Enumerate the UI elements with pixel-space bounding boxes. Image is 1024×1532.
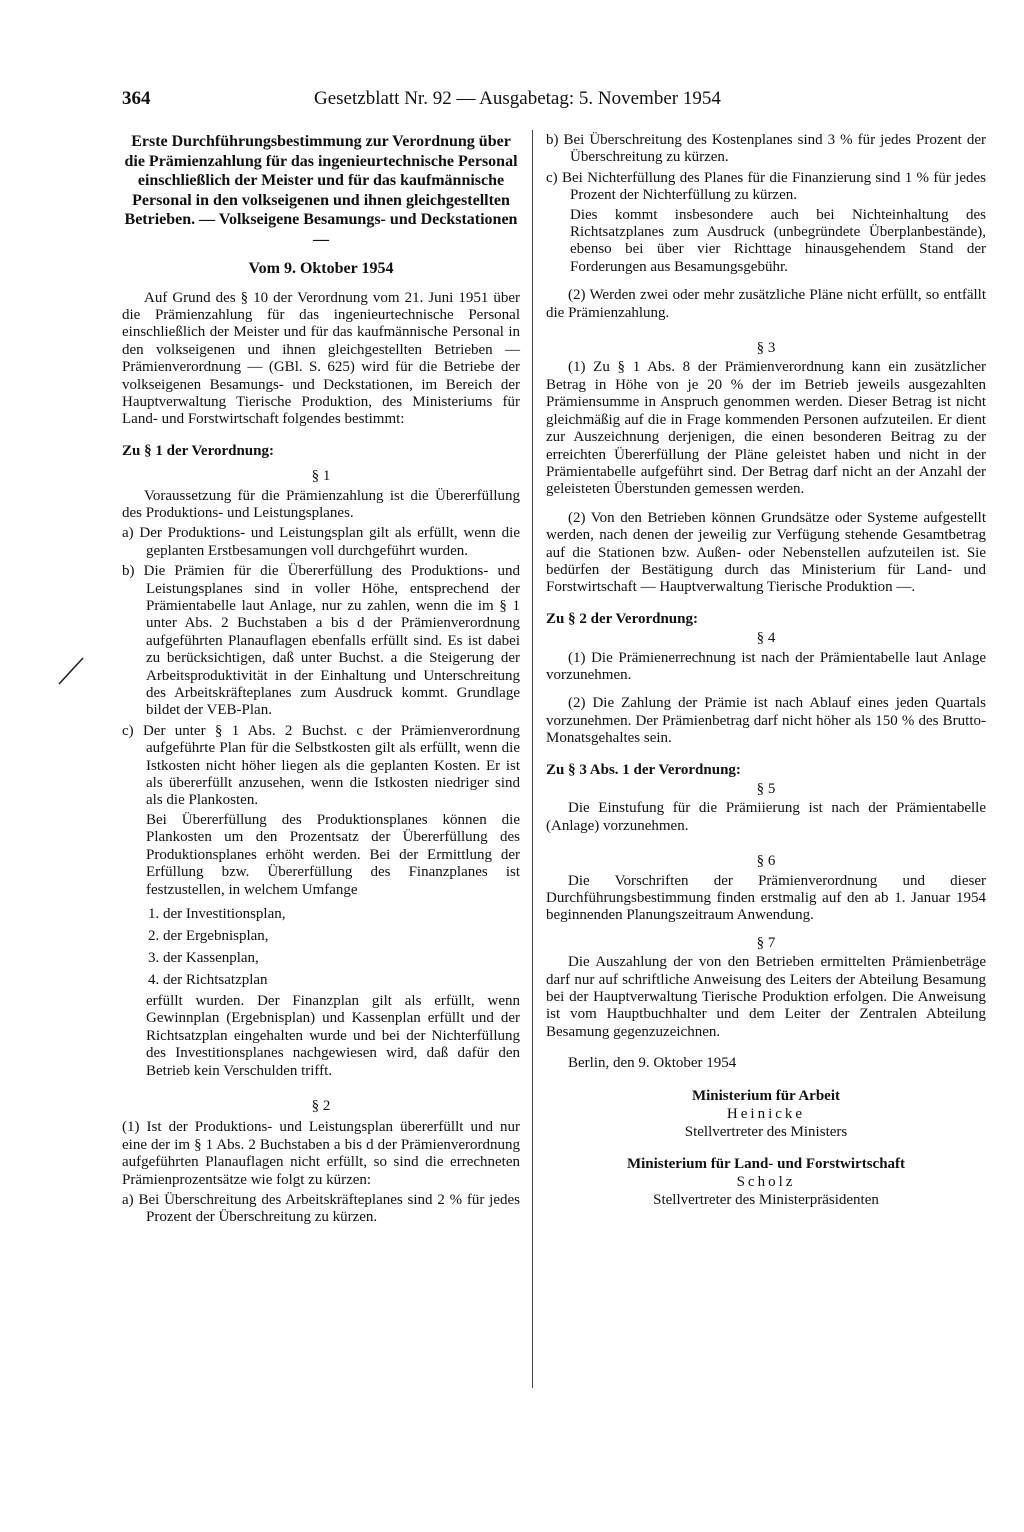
signature-block-agriculture (546, 1155, 986, 1209)
section-1-item-a: a) Der Produktions- und Leistungsplan gilt als erfüllt, wenn die geplanten Erstbesamungen voll durchgeführt wurden. (122, 525, 520, 559)
section-1-text: Voraussetzung für die Prämienzahlung ist die Übererfüllung des Produktions- und Leistungsplanes. (122, 487, 520, 521)
list-item: 1. der Investitionsplan, (148, 905, 286, 922)
signatory-role: Stellvertreter des Ministerpräsidenten (653, 1191, 879, 1208)
section-1-item-c-continued: Bei Übererfüllung des Produktionsplanes können die Plankosten um den Prozentsatz der Übererfüllung des Produktionsplanes erhöht werden. Bei der Ermittlung der Erfüllung bzw. Übererfüllung des Finanzplanes ist festzustellen, in welchem Umfange (146, 811, 520, 898)
section-1-item-c-conclusion: erfüllt wurden. Der Finanzplan gilt als erfüllt, wenn Gewinnplan (Ergebnisplan) und Kassenplan erfüllt und der Richtsatzplan eingehalten wurde und bei der Nichterfüllung des Investitionsplanes nachgewiesen wird, daß dafür den Betrieb kein Verschulden trifft. (146, 992, 520, 1079)
section-heading-7: § 7 (756, 934, 776, 951)
section-2-paragraph-1: (1) Ist der Produktions- und Leistungsplan übererfüllt und nur eine der im § 1 Abs. 2 Buchstaben a bis d der Prämienverordnung aufgeführten Planauflagen nicht erfüllt, so sind die errechneten Prämienprozentsätze wie folgt zu kürzen: (122, 1119, 520, 1188)
preamble: Auf Grund des § 10 der Verordnung vom 21. Juni 1951 über die Prämienzahlung für das ingenieurtechnische Personal einschließlich der Meister und für das kaufmännische Personal in den volkseigenen und ihnen gleichgestellten Betrieben — Prämienverordnung — (GBl. S. 625) wird für die Betriebe der volkseigenen Besamungs- und Deckstationen, im Bereich der Hauptverwaltung Tierische Produktion, des Ministeriums für Land- und Forstwirtschaft folgendes bestimmt: (122, 289, 520, 428)
section-lead-zu-2: Zu § 2 der Verordnung: (546, 610, 698, 627)
section-heading-3: § 3 (756, 340, 776, 357)
section-5-text: Die Einstufung für die Prämiierung ist nach der Prämientabelle (Anlage) vorzunehmen. (546, 800, 986, 834)
page-number: 364 (122, 88, 151, 109)
running-title: Gesetzblatt Nr. 92 — Ausgabetag: 5. November 1954 (314, 88, 721, 109)
list-item: 4. der Richtsatzplan (148, 971, 268, 988)
right-column (546, 132, 986, 1209)
signature-ministry: Ministerium für Land- und Forstwirtschaft (626, 1155, 906, 1172)
document-date: Vom 9. Oktober 1954 (248, 260, 394, 277)
section-1-item-b: b) Die Prämien für die Übererfüllung des Produktions- und Leistungsplanes sind in voller Höhe, entsprechend der Prämientabelle laut Anlage, nur zu zahlen, wenn die im § 1 unter Abs. 2 Buchstaben a bis d der Prämienverordnung aufgeführten Planauflagen ebenfalls erfüllt sind. Es ist dabei zu berücksichtigen, daß unter Buchst. a die Steigerung der Arbeitsproduktivität in der Einhaltung und Unterschreitung des Arbeitskräfteplanes zum Ausdruck kommt. Grundlage bildet der VEB-Plan. (122, 563, 520, 719)
document-title: Erste Durchführungsbestimmung zur Verordnung über die Prämienzahlung für das ingenieurtechnische Personal einschließlich der Meister und für das kaufmännische Personal in den volkseigenen und ihnen gleichgestellten Betrieben. — Volkseigene Besamungs- und Deckstationen — (124, 133, 518, 248)
section-heading-6: § 6 (756, 853, 776, 870)
signatory-name: Scholz (736, 1173, 796, 1190)
section-3-paragraph-1: (1) Zu § 1 Abs. 8 der Prämienverordnung kann ein zusätzlicher Betrag in Höhe von je 20 % der im Betrieb jeweils ausgezahlten Prämiensumme in Anspruch genommen werden. Dieser Betrag ist nicht gleichmäßig auf die in Frage kommenden Personen aufzuteilen. Er dient zur Auszeichnung derjenigen, die einen besonderen Beitrag zu der erreichten Übererfüllung der Pläne geleistet haben und nicht in der Prämientabelle aufgeführt sind. Der Betrag darf nicht an der Anzahl der geleisteten Überstunden gemessen werden. (546, 359, 986, 498)
list-item: 2. der Ergebnisplan, (148, 927, 269, 944)
signatory-role: Stellvertreter des Ministers (684, 1123, 848, 1140)
section-heading-1: § 1 (311, 468, 331, 485)
section-4-paragraph-2: (2) Die Zahlung der Prämie ist nach Ablauf eines jeden Quartals vorzunehmen. Der Prämienbetrag darf nicht höher als 150 % des Brutto-Monatsgehaltes sein. (546, 695, 986, 747)
column-divider (532, 130, 533, 1388)
plan-list (122, 903, 520, 991)
section-4-paragraph-1: (1) Die Prämienerrechnung ist nach der Prämientabelle laut Anlage vorzunehmen. (546, 649, 986, 683)
list-item: 3. der Kassenplan, (148, 949, 259, 966)
section-2-item-b: b) Bei Überschreitung des Kostenplanes sind 3 % für jedes Prozent der Überschreitung zu kürzen. (546, 132, 986, 166)
section-3-paragraph-2: (2) Von den Betrieben können Grundsätze oder Systeme aufgestellt werden, nach denen der jeweilig zur Verfügung stehende Gesamtbetrag auf die Stationen bzw. Außen- oder Nebenstellen aufzuteilen ist. Sie bedürfen der Bestätigung durch das Ministerium für Land- und Forstwirtschaft — Hauptverwaltung Tierische Produktion —. (546, 509, 986, 596)
section-2-item-c-note: Dies kommt insbesondere auch bei Nichteinhaltung des Richtsatzplanes zum Ausdruck (unbegründete Überplanbestände), ebenso bei über vier Richttage hinausgehendem Stand der Forderungen aus Besamungsgebühr. (570, 206, 986, 275)
section-2-item-c: c) Bei Nichterfüllung des Planes für die Finanzierung sind 1 % für jedes Prozent der Nichterfüllung zu kürzen. (546, 169, 986, 204)
signature-ministry: Ministerium für Arbeit (691, 1087, 841, 1104)
page-header (0, 88, 1024, 118)
signature-block-labour (546, 1087, 986, 1141)
section-6-text: Die Vorschriften der Prämienverordnung und dieser Durchführungsbestimmung finden erstmalig auf den ab 1. Januar 1954 beginnenden Planungszeitraum Anwendung. (546, 872, 986, 924)
signatory-name: Heinicke (726, 1105, 806, 1122)
place-and-date: Berlin, den 9. Oktober 1954 (568, 1055, 737, 1072)
section-2-paragraph-2: (2) Werden zwei oder mehr zusätzliche Pläne nicht erfüllt, so entfällt die Prämienzahlung. (546, 287, 986, 321)
section-lead-zu-1: Zu § 1 der Verordnung: (122, 442, 274, 459)
section-heading-2: § 2 (311, 1097, 331, 1114)
section-1-item-c: c) Der unter § 1 Abs. 2 Buchst. c der Prämienverordnung aufgeführte Plan für die Selbstkosten gilt als erfüllt, wenn die Istkosten nicht höher liegen als die geplanten Kosten. Er ist als übererfüllt anzusehen, wenn die Istkosten niedriger sind als die Plankosten. (122, 722, 520, 809)
section-7-text: Die Auszahlung der von den Betrieben ermittelten Prämienbeträge darf nur auf schriftliche Anweisung des Leiters der Abteilung Besamung bei der Hauptverwaltung Tierische Produktion erfolgen. Die Anweisung ist vom Hauptbuchhalter und dem Leiter der Zentralen Abteilung Besamung gegenzuzeichnen. (546, 954, 986, 1040)
left-column (122, 132, 520, 1227)
section-heading-5: § 5 (756, 781, 776, 797)
section-heading-4: § 4 (756, 630, 776, 647)
section-2-item-a: a) Bei Überschreitung des Arbeitskräfteplanes sind 2 % für jedes Prozent der Überschreitung zu kürzen. (122, 1191, 520, 1226)
margin-pen-mark (56, 656, 86, 686)
section-lead-zu-3: Zu § 3 Abs. 1 der Verordnung: (546, 761, 741, 778)
